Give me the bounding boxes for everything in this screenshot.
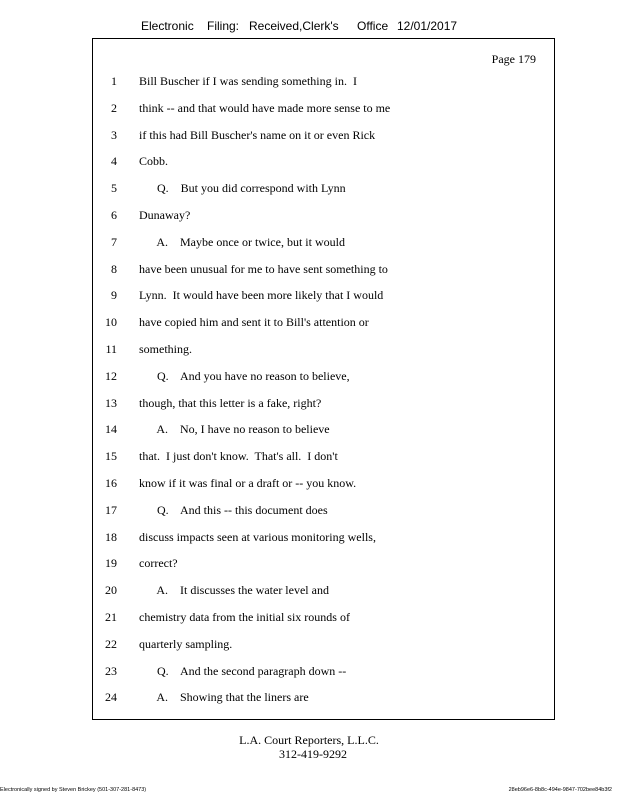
line-number: 24	[105, 690, 117, 705]
line-text: discuss impacts seen at various monitoring wells,	[139, 529, 376, 544]
line-number: 7	[111, 234, 117, 249]
footer-phone: 312-419-9292	[279, 747, 347, 761]
line-number: 6	[111, 208, 117, 222]
line-number: 16	[105, 476, 117, 490]
line-text: Q. And you have no reason to believe,	[139, 368, 350, 383]
line-number: 13	[105, 395, 117, 410]
line-number: 1	[111, 74, 117, 88]
line-text: Bill Buscher if I was sending something in. I	[139, 74, 357, 88]
footer-company: L.A. Court Reporters, L.L.C.	[239, 733, 379, 747]
line-number: 10	[105, 315, 117, 330]
signature-left: Electronically signed by Steven Brickey (501-307-281-8473)	[0, 787, 147, 793]
line-text: have been unusual for me to have sent something to	[139, 261, 388, 276]
header-word-office: Office	[357, 19, 389, 33]
line-text: think -- and that would have made more sense to me	[139, 100, 391, 115]
line-text: that. I just don't know. That's all. I don't	[139, 449, 338, 464]
line-text: A. No, I have no reason to believe	[139, 422, 330, 437]
line-text: though, that this letter is a fake, right?	[139, 395, 322, 410]
line-text: quarterly sampling.	[139, 636, 233, 651]
line-text: A. Showing that the liners are	[139, 690, 309, 705]
line-text: if this had Bill Buscher's name on it or even Rick	[139, 127, 376, 142]
line-text: Q. And this -- this document does	[139, 502, 328, 517]
line-number: 9	[111, 288, 117, 303]
header-date: 12/01/2017	[397, 19, 458, 33]
line-number: 21	[105, 610, 117, 624]
line-text: something.	[139, 342, 192, 356]
filing-header	[0, 19, 618, 39]
line-number: 12	[105, 368, 117, 383]
header-word-received: Received,Clerk's	[249, 19, 339, 33]
line-number: 20	[105, 583, 117, 598]
line-number: 4	[111, 154, 117, 169]
page-number: Page 179	[491, 52, 536, 66]
transcript-page	[92, 38, 555, 720]
line-text: correct?	[139, 556, 178, 571]
line-number: 2	[111, 100, 117, 115]
line-text: have copied him and sent it to Bill's attention or	[139, 315, 369, 330]
header-word-electronic: Electronic	[141, 19, 194, 33]
line-text: Q. And the second paragraph down --	[139, 663, 347, 678]
line-number: 8	[111, 261, 117, 276]
line-number: 23	[105, 663, 117, 678]
line-number: 17	[105, 502, 117, 517]
line-number: 14	[105, 422, 117, 437]
line-text: Cobb.	[139, 154, 169, 169]
header-word-filing: Filing:	[207, 19, 240, 33]
line-number: 5	[111, 181, 117, 196]
line-number: 19	[105, 556, 117, 571]
line-text: chemistry data from the initial six rounds of	[139, 610, 350, 624]
line-text: Lynn. It would have been more likely that I would	[139, 288, 384, 303]
line-text: A. It discusses the water level and	[139, 583, 329, 598]
line-number: 3	[111, 127, 117, 142]
signature-right: 28eb96e6-8b8c-494e-9847-702bee84b3f2	[508, 787, 612, 793]
line-number: 11	[105, 342, 117, 356]
line-number: 22	[105, 636, 117, 651]
line-text: know if it was final or a draft or -- you know.	[139, 476, 357, 490]
line-text: Q. But you did correspond with Lynn	[139, 181, 346, 196]
line-text: Dunaway?	[139, 208, 191, 222]
line-text: A. Maybe once or twice, but it would	[139, 234, 345, 249]
line-number: 15	[105, 449, 117, 464]
line-number: 18	[105, 529, 117, 544]
